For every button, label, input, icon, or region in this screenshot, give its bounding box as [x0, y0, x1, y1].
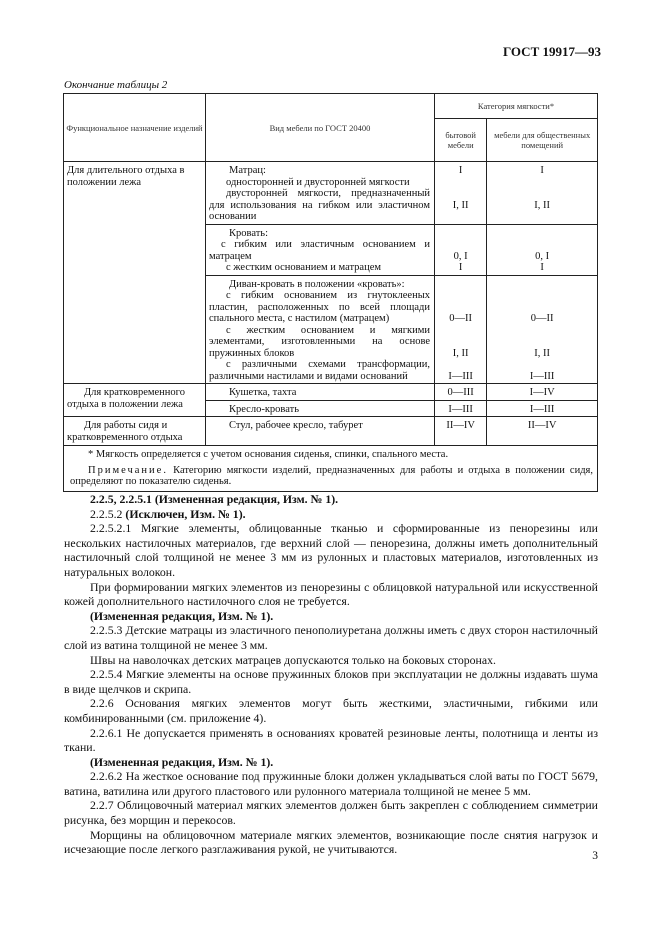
paragraph: 2.2.5.2 (Исключен, Изм. № 1). — [90, 506, 246, 521]
type-cell: Кушетка, тахта — [206, 384, 435, 401]
value-household: 0—III — [435, 384, 487, 401]
paragraph: Морщины на облицовочном материале мягких элементов, возникающие после снятия нагрузок и исчезающие после легкого разглаживания рукой, не учитываются. — [64, 827, 598, 857]
value-public: II—IV — [487, 417, 598, 446]
function-cell: Для работы сидя и кратковременного отдыха — [64, 417, 206, 446]
paragraph: 2.2.5.2.1 Мягкие элементы, облицованные тканью и сформированные из пенорезины или нескольких настилочных материалов, где верхний слой — пенорезина, должны иметь дополнительный настилочный слой толщиной не менее 3 мм из рулонных и пластовых материалов, изготовленных из натуральных волокон. — [64, 521, 598, 579]
paragraph: (Измененная редакция, Изм. № 1). — [90, 608, 274, 623]
paragraph: (Измененная редакция, Изм. № 1). — [90, 754, 274, 769]
body-text — [64, 492, 598, 857]
page-number: 3 — [592, 850, 598, 862]
table-notes — [64, 446, 598, 492]
type-cell: Кресло-кровать — [206, 400, 435, 417]
table-row — [64, 417, 598, 446]
softness-table — [63, 93, 598, 492]
paragraph: 2.2.6 Основания мягких элементов могут быть жесткими, эластичными, гибкими или комбинированными (см. приложение 4). — [64, 696, 598, 725]
type-cell: Диван-кровать в положении «кровать»: с гибким основанием из гнутоклееных пластин, расположенных по всей площади спального места, с настилом (матрацем) с жестким основанием и мягкими элементами, изготовленными на основе пружинных блоков с различными схемами трансформации, различными настилами и видами оснований — [206, 275, 435, 384]
value-public: I—III — [487, 400, 598, 417]
table-caption: Окончание таблицы 2 — [64, 79, 168, 91]
value-public: 0—II I, II I—III — [487, 275, 598, 384]
note-text: Категорию мягкости изделий, предназначенных для работы и отдыха в положении сидя, определяют по показателю сиденья. — [70, 464, 593, 487]
type-cell: Кровать: с гибким или эластичным основанием и матрацем с жестким основанием и матрацем — [206, 224, 435, 275]
paragraph: 2.2.5, 2.2.5.1 (Измененная редакция, Изм. № 1). — [90, 492, 339, 506]
value-household: 0—II I, II I—III — [435, 275, 487, 384]
value-household: I I, II — [435, 162, 487, 225]
paragraph: При формировании мягких элементов из пенорезины с облицовкой натуральной или искусственной кожей дополнительного настилочного слоя не требуется. — [64, 579, 598, 609]
table-row — [64, 162, 598, 225]
col-header-function: Функциональное назначение изделий — [64, 94, 206, 162]
paragraph: 2.2.6.1 Не допускается применять в основаниях кроватей резиновые ленты, полотнища и ленты из ткани. — [64, 725, 598, 755]
value-public: I—IV — [487, 384, 598, 401]
table-row — [64, 384, 598, 401]
value-household: I—III — [435, 400, 487, 417]
standard-header: ГОСТ 19917—93 — [502, 44, 601, 59]
function-cell: Для кратковременного отдыха в положении лежа — [64, 384, 206, 417]
note-label: Примечание. — [88, 464, 168, 476]
value-public: 0, I I — [487, 224, 598, 275]
col-header-public: мебели для общественных помещений — [487, 119, 598, 162]
value-household: II—IV — [435, 417, 487, 446]
col-header-category: Категория мягкости* — [435, 94, 598, 119]
paragraph: Швы на наволочках детских матрацев допускаются только на боковых сторонах. — [90, 652, 496, 667]
value-household: 0, I I — [435, 224, 487, 275]
footnote: * Мягкость определяется с учетом основания сиденья, спинки, спального места. — [88, 449, 449, 460]
paragraph: 2.2.7 Облицовочный материал мягких элементов должен быть закреплен с соблюдением симметрии рисунка, без морщин и перекосов. — [64, 798, 598, 828]
type-cell: Матрац: односторонней и двусторонней мягкости двусторонней мягкости, предназначенный для использования на гибком или эластичном основании — [206, 162, 435, 225]
col-header-type: Вид мебели по ГОСТ 20400 — [206, 94, 435, 162]
note — [70, 465, 593, 488]
paragraph: 2.2.5.3 Детские матрацы из эластичного пенополиуретана должны иметь с двух сторон настилочный слой из ватина толщиной не менее 3 мм. — [64, 623, 598, 652]
paragraph: 2.2.5.4 Мягкие элементы на основе пружинных блоков при эксплуатации не должны издавать шума в виде щелчков и скрипа. — [64, 667, 598, 696]
col-header-household: бытовой мебели — [435, 119, 487, 162]
type-cell: Стул, рабочее кресло, табурет — [206, 417, 435, 446]
value-public: I I, II — [487, 162, 598, 225]
function-cell: Для длительного отдыха в положении лежа — [64, 162, 206, 384]
paragraph: 2.2.6.2 На жесткое основание под пружинные блоки должен укладываться слой ваты по ГОСТ 5679, ватина, ватилина или другого пластового или рулонного материала толщиной не менее 5 мм. — [64, 769, 598, 798]
